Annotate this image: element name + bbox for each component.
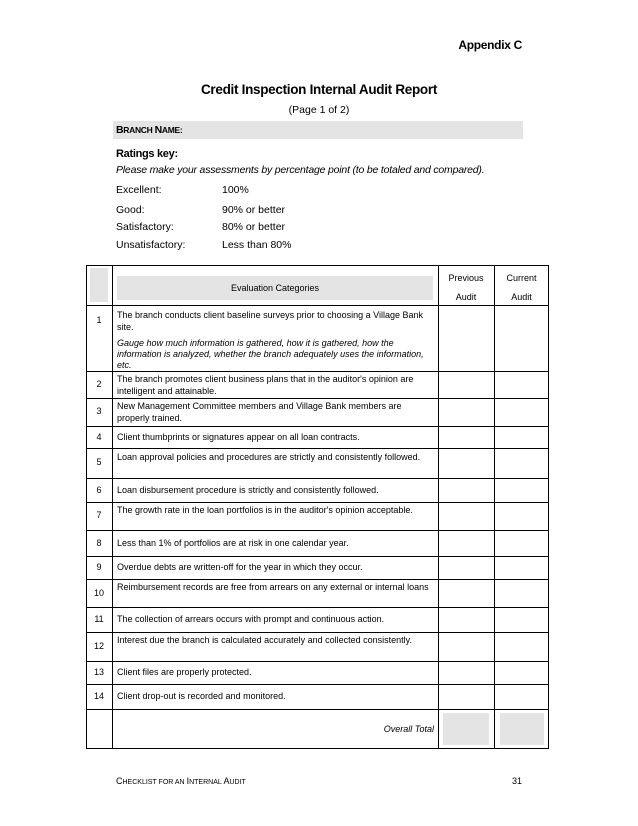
row-number: 13 — [93, 667, 104, 677]
header-current-audit: Audit — [511, 292, 532, 302]
ratings-key-label: Ratings key: — [116, 148, 178, 160]
row-number: 7 — [96, 510, 102, 520]
criterion-text: Loan disbursement procedure is strictly and consistently followed. — [117, 485, 379, 495]
rating-label: Unsatisfactory: — [116, 239, 186, 251]
overall-total-label: Overall Total — [383, 724, 434, 734]
row-number: 1 — [96, 315, 102, 325]
previous-total-cell[interactable] — [443, 713, 489, 745]
header-shade — [90, 268, 108, 302]
page-number: 31 — [511, 776, 522, 786]
page-title: Credit Inspection Internal Audit Report — [200, 82, 438, 97]
header-previous-audit: Audit — [455, 292, 477, 302]
header-previous-audit: Previous — [448, 273, 484, 283]
row-number: 2 — [96, 379, 102, 389]
rating-value: Less than 80% — [222, 239, 292, 251]
row-number: 6 — [96, 485, 102, 495]
row-number: 11 — [94, 614, 104, 624]
row-number: 9 — [96, 562, 102, 572]
row-number: 4 — [96, 432, 102, 442]
criterion-text: The branch promotes client business plans that in the auditor's opinion are intelligent and attainable. — [117, 374, 414, 396]
row-number: 12 — [93, 641, 104, 651]
header-current-audit: Current — [506, 273, 537, 283]
criterion-text: The collection of arrears occurs with prompt and continuous action. — [117, 614, 385, 624]
appendix-label: Appendix C — [458, 38, 522, 52]
row-number: 10 — [93, 588, 104, 598]
criterion-text: Client files are properly protected. — [117, 667, 252, 677]
page-indicator: (Page 1 of 2) — [288, 104, 350, 116]
row-number: 8 — [96, 538, 102, 548]
row-number: 14 — [93, 691, 104, 701]
criterion-text: The growth rate in the loan portfolios is in the auditor's opinion acceptable. — [117, 505, 413, 515]
criterion-text: Interest due the branch is calculated accurately and collected consistently. — [117, 635, 413, 645]
rating-value: 100% — [222, 184, 249, 196]
rating-value: 80% or better — [222, 221, 286, 233]
row-number: 5 — [96, 457, 102, 467]
criterion-text: The branch conducts client baseline surveys prior to choosing a Village Bank site. — [117, 310, 424, 332]
rating-label: Satisfactory: — [116, 221, 174, 233]
footer-title: CHECKLIST FOR AN INTERNAL AUDIT — [116, 776, 246, 786]
criterion-text: Client drop-out is recorded and monitored. — [117, 691, 286, 701]
criterion-text: Overdue debts are written-off for the year in which they occur. — [117, 562, 363, 572]
rating-value: 90% or better — [222, 204, 286, 216]
current-total-cell[interactable] — [500, 713, 544, 745]
criterion-text: Loan approval policies and procedures are strictly and consistently followed. — [117, 452, 421, 462]
branch-name-label: BRANCH NAME: — [116, 124, 183, 136]
instruction-text: Please make your assessments by percentage point (to be totaled and compared). — [116, 164, 485, 176]
row-number: 3 — [96, 406, 102, 416]
rating-label: Excellent: — [116, 184, 162, 196]
criterion-text: Reimbursement records are free from arrears on any external or internal loans — [117, 582, 429, 592]
criterion-note: Gauge how much information is gathered, how it is gathered, how the information is analyzed, whether the branch adequately uses the information, etc. — [117, 338, 424, 370]
criterion-text: Less than 1% of portfolios are at risk in one calendar year. — [117, 538, 349, 548]
header-evaluation-categories: Evaluation Categories — [230, 283, 320, 293]
criterion-text: Client thumbprints or signatures appear on all loan contracts. — [117, 432, 360, 442]
rating-label: Good: — [116, 204, 145, 216]
criterion-text: New Management Committee members and Village Bank members are properly trained. — [117, 401, 402, 423]
